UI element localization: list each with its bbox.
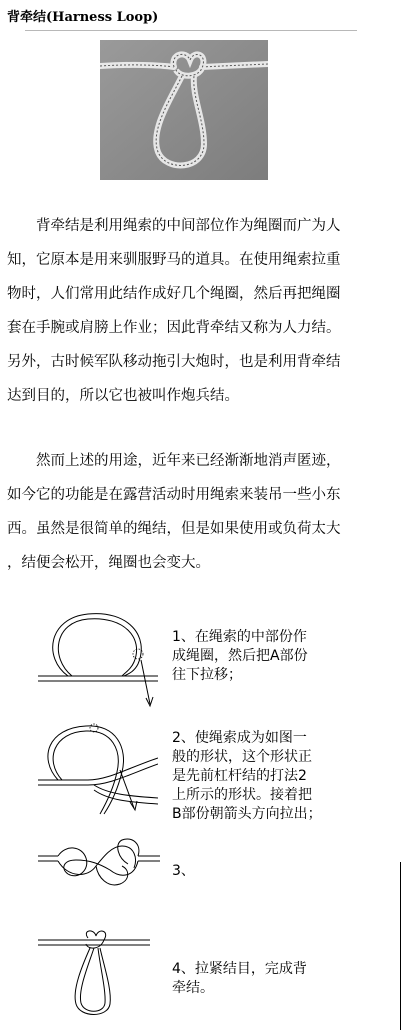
article-paragraph-2	[7, 444, 379, 580]
step-line: B部份朝箭头方向拉出；	[172, 806, 322, 822]
step-line: 是先前杠杆结的打法2	[172, 768, 307, 784]
step-1-diagram	[38, 608, 158, 708]
paragraph-line: 物时，人们常用此结作成好几个绳圈，然后再把绳圈	[7, 286, 341, 302]
step-line: 牵结。	[172, 980, 214, 996]
step-3-diagram	[38, 834, 160, 904]
paragraph-line: 然而上述的用途，近年来已经渐渐地消声匿迹，	[7, 453, 341, 469]
paragraph-line: 如今它的功能是在露营活动时用绳索来装吊一些小东	[7, 487, 341, 503]
paragraph-line: 西。虽然是很简单的绳结，但是如果使用或负荷太大	[7, 521, 341, 537]
step-line: 上所示的形状。接着把	[172, 787, 312, 803]
title-divider	[25, 30, 357, 31]
paragraph-line: 达到目的，所以它也被叫作炮兵结。	[7, 388, 239, 404]
step-line: 1、在绳索的中部份作	[172, 629, 307, 645]
paragraph-line: ，结便会松开，绳圈也会变大。	[7, 555, 210, 571]
step-1-text	[172, 628, 372, 685]
paragraph-line: 套在手腕或肩膀上作业；因此背牵结又称为人力结。	[7, 320, 341, 336]
article-paragraph-1	[7, 209, 379, 413]
step-line: 般的形状，这个形状正	[172, 749, 312, 765]
harness-loop-photo	[100, 40, 268, 180]
step-line: 3、	[172, 863, 195, 879]
step-3-text	[172, 862, 372, 881]
step-line: 4、拉紧结目，完成背	[172, 961, 307, 977]
paragraph-line: 另外，古时候军队移动拖引大炮时，也是利用背牵结	[7, 354, 341, 370]
step-2-text	[172, 729, 372, 824]
step-2-diagram	[38, 718, 158, 818]
step-line: 成绳圈，然后把A部份	[172, 648, 308, 664]
title-english: (Harness Loop)	[46, 10, 159, 25]
step-4-diagram	[38, 930, 150, 1022]
paragraph-line: 背牵结是利用绳索的中间部位作为绳圈而广为人	[7, 218, 341, 234]
step-line: 往下拉移；	[172, 667, 242, 683]
paragraph-line: 知，它原本是用来驯服野马的道具。在使用绳索拉重	[7, 252, 341, 268]
right-edge-line	[400, 862, 401, 1030]
step-line: 2、使绳索成为如图一	[172, 730, 307, 746]
page-title	[7, 6, 158, 25]
title-chinese: 背牵结	[7, 10, 47, 25]
step-4-text	[172, 960, 372, 998]
